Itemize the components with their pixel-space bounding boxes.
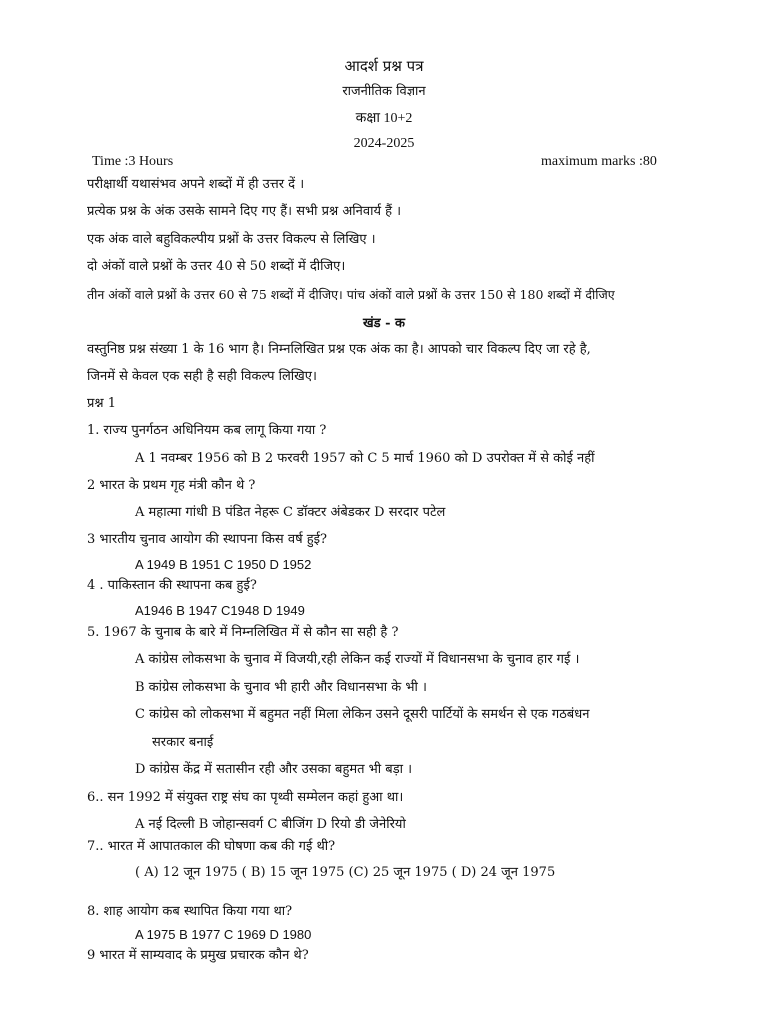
section-intro-2: जिनमें से केवल एक सही है सही विकल्प लिखिए। — [87, 369, 317, 384]
question-3-options: A 1949 B 1951 C 1950 D 1952 — [135, 557, 312, 572]
session-year: 2024-2025 — [353, 136, 415, 151]
question-5-option-a: A कांग्रेस लोकसभा के चुनाव में विजयी,रही लेकिन कई राज्यों में विधानसभा के चुनाव हार गई । — [135, 652, 580, 667]
instruction-2: प्रत्येक प्रश्न के अंक उसके सामने दिए गए हैं। सभी प्रश्न अनिवार्य हैं । — [87, 204, 402, 219]
question-1: 1. राज्य पुनर्गठन अधिनियम कब लागू किया गया ? — [87, 423, 327, 438]
question-6-options: A नई दिल्ली B जोहान्सवर्ग C बीजिंग D रियो डी जेनेरियो — [135, 817, 406, 832]
paper-title: आदर्श प्रश्न पत्र — [344, 57, 424, 75]
question-8: 8. शाह आयोग कब स्थापित किया गया था? — [87, 904, 293, 919]
question-1-options: A 1 नवम्बर 1956 को B 2 फरवरी 1957 को C 5 मार्च 1960 को D उपरोक्त में से कोई नहीं — [135, 451, 595, 466]
time-label: Time :3 Hours — [92, 154, 174, 169]
max-marks-label: maximum marks :80 — [541, 154, 657, 169]
question-label: प्रश्न 1 — [87, 396, 116, 411]
question-3: 3 भारतीय चुनाव आयोग की स्थापना किस वर्ष हुई? — [87, 532, 327, 547]
question-2: 2 भारत के प्रथम गृह मंत्री कौन थे ? — [87, 478, 256, 493]
question-5-option-b: B कांग्रेस लोकसभा के चुनाव भी हारी और विधानसभा के भी । — [135, 680, 427, 695]
instruction-3: एक अंक वाले बहुविकल्पीय प्रश्नों के उत्तर विकल्प से लिखिए । — [87, 232, 376, 247]
question-9: 9 भारत में साम्यवाद के प्रमुख प्रचारक कौन थे? — [87, 948, 309, 963]
question-5-option-d: D कांग्रेस केंद्र में सतासीन रही और उसका बहुमत भी बड़ा । — [135, 762, 413, 777]
instruction-1: परीक्षार्थी यथासंभव अपने शब्दों में ही उत्तर दें । — [87, 177, 305, 192]
class-label: कक्षा 10+2 — [355, 111, 413, 126]
question-5-option-c-cont: सरकार बनाई — [152, 735, 214, 750]
question-2-options: A महात्मा गांधी B पंडित नेहरू C डॉक्टर अंबेडकर D सरदार पटेल — [135, 505, 446, 520]
section-intro-1: वस्तुनिष्ठ प्रश्न संख्या 1 के 16 भाग है। निम्नलिखित प्रश्न एक अंक का है। आपको चार विकल्प दिए जा रहे है, — [87, 342, 591, 357]
question-4: 4 . पाकिस्तान की स्थापना कब हुई? — [87, 578, 257, 593]
instruction-5: तीन अंकों वाले प्रश्नों के उत्तर 60 से 75 शब्दों में दीजिए। पांच अंकों वाले प्रश्नों के उत्तर 150 से 180 शब्दों में दीजिए — [87, 287, 615, 302]
question-5-option-c: C कांग्रेस को लोकसभा में बहुमत नहीं मिला लेकिन उसने दूसरी पार्टियों के समर्थन से एक गठबंधन — [135, 707, 590, 722]
question-5: 5. 1967 के चुनाब के बारे में निम्नलिखित में से कौन सा सही है ? — [87, 625, 399, 640]
question-4-options: A1946 B 1947 C1948 D 1949 — [135, 603, 305, 618]
question-8-options: A 1975 B 1977 C 1969 D 1980 — [135, 927, 312, 942]
question-7-options: ( A) 12 जून 1975 ( B) 15 जून 1975 (C) 25 जून 1975 ( D) 24 जून 1975 — [135, 865, 556, 880]
question-7: 7.. भारत में आपातकाल की घोषणा कब की गई थी? — [87, 839, 336, 854]
section-title: खंड - क — [362, 316, 406, 331]
instruction-4: दो अंकों वाले प्रश्नों के उत्तर 40 से 50 शब्दों में दीजिए। — [87, 259, 346, 274]
question-6: 6.. सन 1992 में संयुक्त राष्ट्र संघ का पृथ्वी सम्मेलन कहां हुआ था। — [87, 790, 404, 805]
subject-name: राजनीतिक विज्ञान — [342, 84, 426, 99]
